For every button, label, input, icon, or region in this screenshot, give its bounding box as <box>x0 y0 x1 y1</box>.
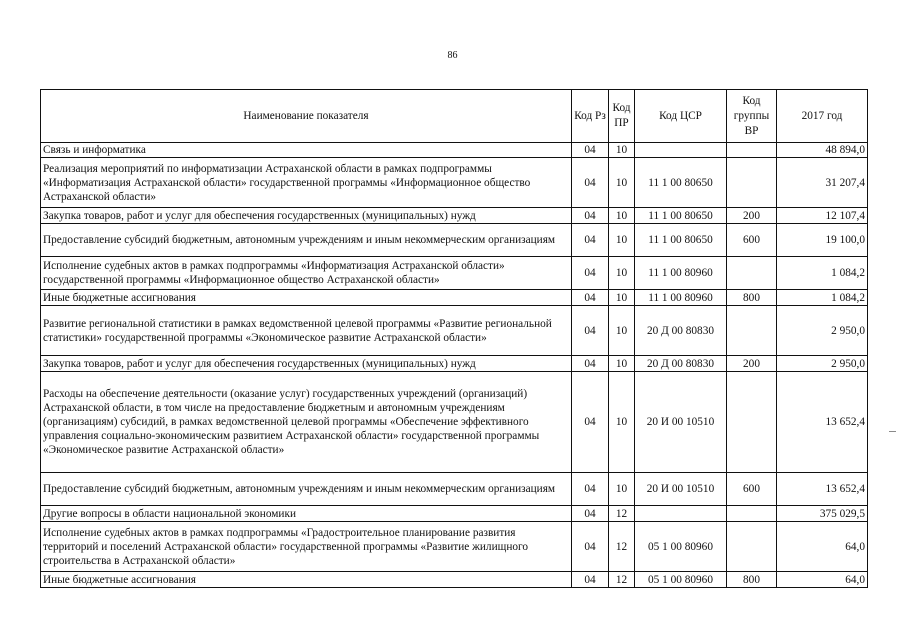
row-vr <box>727 143 777 158</box>
table-row <box>41 208 868 224</box>
row-csr: 11 1 00 80960 <box>635 290 727 306</box>
row-vr: 600 <box>727 473 777 506</box>
row-name: Реализация мероприятий по информатизации Астраханской области в рамках подпрограммы «Информатизация Астраханской области» государственной программы «Информационное общество Астраханской области» <box>41 158 572 208</box>
row-name: Исполнение судебных актов в рамках подпрограммы «Информатизация Астраханской области» государственной программы «Информационное общество Астраханской области» <box>41 257 572 290</box>
row-rz: 04 <box>572 506 609 522</box>
table-row <box>41 356 868 372</box>
table-row <box>41 224 868 257</box>
row-vr: 200 <box>727 356 777 372</box>
row-name: Развитие региональной статистики в рамках ведомственной целевой программы «Развитие региональной статистики» государственной программы «Экономическое развитие Астраханской области» <box>41 306 572 356</box>
row-amount: 13 652,4 <box>777 473 868 506</box>
header-pr: Код ПР <box>609 90 635 143</box>
row-vr <box>727 257 777 290</box>
row-pr: 10 <box>609 143 635 158</box>
table-row <box>41 572 868 588</box>
header-rz: Код Рз <box>572 90 609 143</box>
row-amount: 375 029,5 <box>777 506 868 522</box>
scan-mark <box>889 431 896 432</box>
row-csr: 11 1 00 80650 <box>635 208 727 224</box>
row-vr <box>727 372 777 473</box>
row-csr: 20 Д 00 80830 <box>635 306 727 356</box>
row-vr: 200 <box>727 208 777 224</box>
row-csr: 20 Д 00 80830 <box>635 356 727 372</box>
row-pr: 12 <box>609 522 635 572</box>
row-name: Иные бюджетные ассигнования <box>41 572 572 588</box>
row-vr <box>727 306 777 356</box>
header-vr: Код группы ВР <box>727 90 777 143</box>
row-pr: 12 <box>609 506 635 522</box>
row-pr: 12 <box>609 572 635 588</box>
row-pr: 10 <box>609 372 635 473</box>
row-vr: 800 <box>727 290 777 306</box>
header-csr: Код ЦСР <box>635 90 727 143</box>
table-header-row <box>41 90 868 143</box>
row-rz: 04 <box>572 143 609 158</box>
row-pr: 10 <box>609 208 635 224</box>
row-pr: 10 <box>609 158 635 208</box>
row-csr <box>635 506 727 522</box>
row-csr: 11 1 00 80650 <box>635 224 727 257</box>
table-row <box>41 473 868 506</box>
row-pr: 10 <box>609 473 635 506</box>
row-vr <box>727 506 777 522</box>
row-pr: 10 <box>609 306 635 356</box>
table-row <box>41 257 868 290</box>
row-csr: 20 И 00 10510 <box>635 372 727 473</box>
row-csr: 05 1 00 80960 <box>635 572 727 588</box>
row-amount: 12 107,4 <box>777 208 868 224</box>
row-csr: 20 И 00 10510 <box>635 473 727 506</box>
row-name: Закупка товаров, работ и услуг для обеспечения государственных (муниципальных) нужд <box>41 356 572 372</box>
row-amount: 1 084,2 <box>777 257 868 290</box>
row-amount: 2 950,0 <box>777 306 868 356</box>
row-rz: 04 <box>572 473 609 506</box>
row-vr: 600 <box>727 224 777 257</box>
row-csr <box>635 143 727 158</box>
row-rz: 04 <box>572 572 609 588</box>
row-vr <box>727 522 777 572</box>
row-rz: 04 <box>572 290 609 306</box>
row-rz: 04 <box>572 522 609 572</box>
row-vr: 800 <box>727 572 777 588</box>
row-pr: 10 <box>609 224 635 257</box>
row-csr: 05 1 00 80960 <box>635 522 727 572</box>
row-name: Расходы на обеспечение деятельности (оказание услуг) государственных учреждений (организаций) Астраханской области, в том числе на предоставление бюджетным и автономным учреждениям (организациям) субсидий, в рамках ведомственной целевой программы «Обеспечение эффективного управления социально-экономическим развитием Астраханской области» государственной программы «Экономическое развитие Астраханской области» <box>41 372 572 473</box>
row-amount: 1 084,2 <box>777 290 868 306</box>
row-amount: 64,0 <box>777 572 868 588</box>
page-number: 86 <box>447 50 458 61</box>
table-row <box>41 506 868 522</box>
row-name: Исполнение судебных актов в рамках подпрограммы «Градостроительное планирование развития территорий и поселений Астраханской области» государственной программы «Развитие жилищного строительства в Астраханской области» <box>41 522 572 572</box>
table-row <box>41 158 868 208</box>
row-rz: 04 <box>572 306 609 356</box>
row-amount: 19 100,0 <box>777 224 868 257</box>
table-row <box>41 143 868 158</box>
row-name: Связь и информатика <box>41 143 572 158</box>
row-amount: 13 652,4 <box>777 372 868 473</box>
row-pr: 10 <box>609 290 635 306</box>
table-row <box>41 372 868 473</box>
row-rz: 04 <box>572 372 609 473</box>
header-year: 2017 год <box>777 90 868 143</box>
table-row <box>41 306 868 356</box>
row-rz: 04 <box>572 356 609 372</box>
row-amount: 2 950,0 <box>777 356 868 372</box>
row-name: Закупка товаров, работ и услуг для обеспечения государственных (муниципальных) нужд <box>41 208 572 224</box>
row-rz: 04 <box>572 158 609 208</box>
row-amount: 31 207,4 <box>777 158 868 208</box>
row-name: Иные бюджетные ассигнования <box>41 290 572 306</box>
table-row <box>41 522 868 572</box>
row-name: Предоставление субсидий бюджетным, автономным учреждениям и иным некоммерческим организациям <box>41 473 572 506</box>
row-rz: 04 <box>572 257 609 290</box>
row-csr: 11 1 00 80960 <box>635 257 727 290</box>
row-rz: 04 <box>572 224 609 257</box>
row-vr <box>727 158 777 208</box>
row-csr: 11 1 00 80650 <box>635 158 727 208</box>
budget-table <box>40 89 868 588</box>
row-rz: 04 <box>572 208 609 224</box>
header-name: Наименование показателя <box>41 90 572 143</box>
row-amount: 48 894,0 <box>777 143 868 158</box>
row-amount: 64,0 <box>777 522 868 572</box>
row-name: Предоставление субсидий бюджетным, автономным учреждениям и иным некоммерческим организациям <box>41 224 572 257</box>
table-row <box>41 290 868 306</box>
row-pr: 10 <box>609 257 635 290</box>
row-pr: 10 <box>609 356 635 372</box>
row-name: Другие вопросы в области национальной экономики <box>41 506 572 522</box>
